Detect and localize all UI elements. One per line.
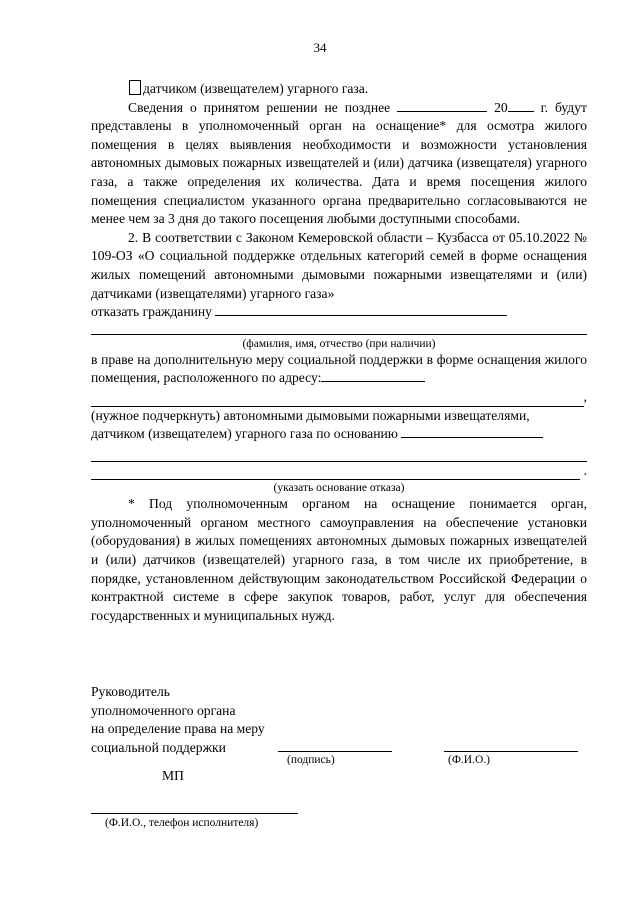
paragraph-detectors: (нужное подчеркнуть) автономными дымовыми пожарными извещателями,: [91, 407, 530, 423]
reason-line: датчиком (извещателем) угарного газа по основанию: [91, 425, 587, 444]
fio-line: [91, 322, 587, 335]
paragraph-law: 2. В соответствии с Законом Кемеровской области – Кузбасса от 05.10.2022 № 109-ОЗ «О социальной поддержке отдельных категорий семей в форме оснащения жилых помещений автономными дымовыми пожарными извещателями и (или) датчиками (извещателями) угарного газа»: [91, 229, 587, 301]
caption-signer-fio: (Ф.И.О.): [448, 754, 490, 766]
signature-line: [278, 751, 392, 752]
year-blank: [508, 99, 534, 112]
paragraph-decision: Сведения о принятом решении не позднее 20 г. будут представлены в уполномоченный орган на оснащение* для осмотра жилого помещения в целях выявления необходимости и возможности установления автономных дымовых пожарных извещателей и (или) датчика (извещателя) угарного газа, а также определения их количества. Дата и время посещения жилого помещения специалистом указанного органа предварительно согласовываются не менее чем за 3 дня до такого посещения любыми доступными способами.: [91, 99, 587, 227]
reason-blank: [401, 425, 543, 438]
checkbox[interactable]: [129, 80, 141, 95]
fio-sign-line: [444, 751, 578, 752]
date-blank: [397, 99, 487, 112]
refuse-line: отказать гражданину: [91, 303, 587, 322]
signer-block: Руководитель уполномоченного органа на определение права на меру социальной поддержки: [91, 684, 265, 755]
document-body: [91, 80, 587, 625]
reason-line-2: [91, 444, 587, 462]
executor-line: [91, 813, 298, 814]
stamp-place: МП: [162, 768, 184, 783]
reason-line-3: .: [91, 462, 587, 481]
checkbox-label: датчиком (извещателем) угарного газа.: [143, 81, 369, 96]
paragraph-address: в праве на дополнительную меру социальной поддержки в форме оснащения жилого помещения, расположенного по адресу:: [91, 351, 587, 386]
address-line-2: ,: [91, 388, 587, 407]
caption-executor: (Ф.И.О., телефон исполнителя): [105, 817, 259, 829]
caption-signature: (подпись): [287, 754, 335, 766]
caption-fio: (фамилия, имя, отчество (при наличии): [242, 337, 436, 350]
page-number: 34: [313, 40, 327, 55]
citizen-blank: [215, 303, 507, 316]
address-blank: [321, 369, 425, 382]
checkbox-line: [91, 80, 587, 99]
caption-reason: (указать основание отказа): [273, 482, 405, 495]
footnote: * Под уполномоченным органом на оснащение понимается орган, уполномоченный органом местного самоуправления на обеспечение установки (оборудования) в жилых помещениях автономных дымовых пожарных извещателей и (или) датчиков (извещателей) угарного газа, в том числе их приобретение, в порядке, установленном действующим законодательством Российской Федерации о контрактной системе в сфере закупок товаров, работ, услуг для обеспечения государственных и муниципальных нужд.: [91, 496, 587, 623]
